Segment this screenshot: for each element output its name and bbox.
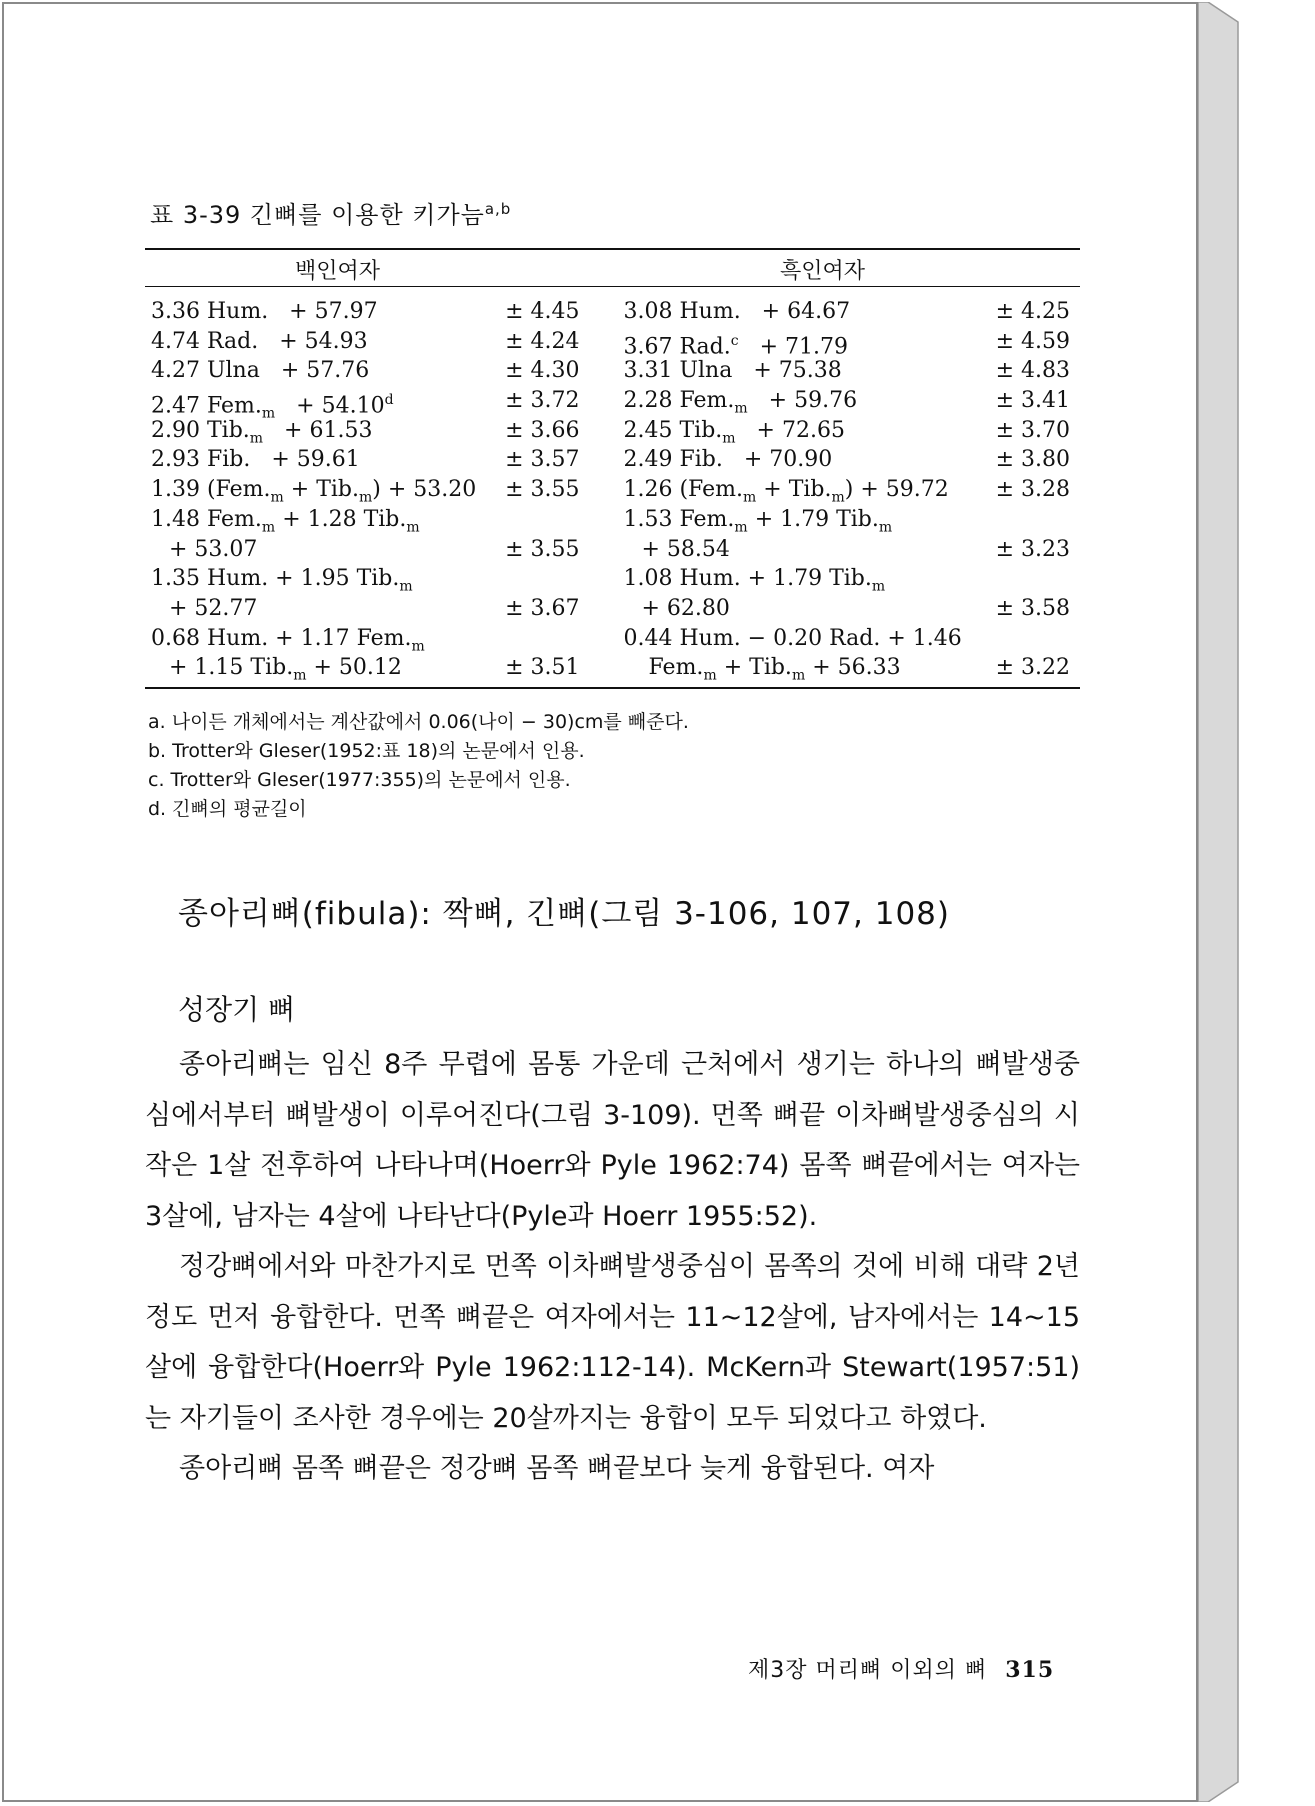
table-cell-se: ± 4.25 — [995, 299, 1070, 324]
table-cell-equation: 2.93 Fib. + 59.61 — [151, 447, 360, 473]
table-cell-equation: 0.44 Hum. − 0.20 Rad. + 1.46 — [623, 625, 962, 651]
table-row — [618, 653, 1081, 683]
table-row — [618, 445, 1081, 475]
table-cell-se: ± 3.41 — [995, 388, 1070, 414]
table-row — [618, 475, 1081, 505]
table-cell-se: ± 4.83 — [995, 358, 1070, 384]
table-row — [618, 386, 1081, 416]
table-footnotes — [148, 708, 1048, 824]
table-cell-se: ± 3.67 — [505, 595, 580, 621]
table-cell-se: ± 3.57 — [505, 447, 580, 473]
table-row — [618, 356, 1081, 386]
table-row — [618, 564, 1081, 594]
table-cell-equation: + 62.80 — [641, 595, 730, 621]
table-row — [145, 594, 608, 624]
table-row — [618, 297, 1081, 327]
footnote-b: b. Trotter와 Gleser(1952:표 18)의 논문에서 인용. — [148, 740, 585, 762]
table-cell-equation: + 1.15 $Tib._m + 50.12$ — [169, 655, 402, 684]
table-group-header — [145, 250, 1080, 286]
sub-heading: 성장기 뼈 — [178, 993, 296, 1026]
table-cell-se: ± 3.23 — [995, 536, 1070, 562]
footnote-a: a. 나이든 개체에서는 계산값에서 0.06(나이 − 30)cm를 빼준다. — [148, 711, 689, 733]
table-cell-se: ± 3.66 — [505, 417, 580, 443]
footnote-c: c. Trotter와 Gleser(1977:355)의 논문에서 인용. — [148, 769, 571, 791]
table-cell-se: ± 3.55 — [505, 477, 580, 503]
table-cell-se: ± 4.30 — [505, 358, 580, 384]
table-cell-equation: 1.35 Hum. + 1.95 $Tib._m$ — [151, 566, 413, 595]
table-cell-equation: 2.90 $Tib._m + 61.53$ — [151, 417, 373, 447]
table-column-black-female — [608, 297, 1081, 683]
table-cell-equation: 1.26 $(Fem._m + Tib._m) + 59.72$ — [623, 477, 949, 506]
table-row — [618, 535, 1081, 565]
table-cell-se: ± 3.51 — [505, 655, 580, 681]
table-row — [145, 505, 608, 535]
table-cell-equation: 3.08 Hum. + 64.67 — [623, 299, 851, 324]
table-cell-equation: 1.48 $Fem._m + 1.28$ $Tib._m$ — [151, 506, 420, 536]
footnote-d: d. 긴뼈의 평균길이 — [148, 798, 307, 820]
table-column-white-female — [145, 297, 608, 683]
table-cell-se: ± 3.80 — [995, 447, 1070, 473]
table-caption — [150, 195, 1078, 230]
table-row — [145, 475, 608, 505]
table-cell-equation: 2.45 $Tib._m + 72.65$ — [623, 417, 845, 447]
table-row — [145, 416, 608, 446]
table-cell-se: ± 3.72 — [505, 388, 580, 414]
table-cell-equation: + 53.07 — [169, 536, 258, 562]
table-cell-se: ± 4.24 — [505, 328, 580, 354]
table-row — [145, 297, 608, 327]
table-cell-equation: + 58.54 — [641, 536, 730, 562]
table-cell-equation: 1.08 Hum. + 1.79 $Tib._m$ — [623, 566, 886, 595]
table-cell-equation: 3.36 Hum. + 57.97 — [151, 299, 378, 324]
table-row — [618, 624, 1081, 654]
table-cell-equation: + 52.77 — [169, 595, 258, 621]
table-row — [618, 416, 1081, 446]
table-cell-equation: 1.53 $Fem._m + 1.79$ $Tib._m$ — [623, 506, 893, 536]
table-cell-equation: 3.31 Ulna + 75.38 — [623, 358, 842, 384]
table-row — [618, 327, 1081, 360]
table-row — [145, 564, 608, 594]
table-caption-block — [150, 195, 1078, 230]
table-cell-equation: 3.67 Rad.$^c$ + 71.79 — [623, 332, 848, 360]
table-cell-se: ± 4.45 — [505, 299, 580, 324]
table-caption-sup: a,b — [484, 200, 512, 218]
table-cell-se: ± 3.22 — [995, 655, 1070, 681]
table-row — [145, 653, 608, 683]
table-row — [145, 356, 608, 386]
paragraph-2: 정강뼈에서와 마찬가지로 먼쪽 이차뼈발생중심이 몸쪽의 것에 비해 대략 2년 정도 먼저 융합한다. 먼쪽 뼈끝은 여자에서는 11~12살에, 남자에서는 14~15살에 융합한다(Hoerr와 Pyle 1962:112-14). McKern과 Stewart(1957:51)는 자기들이 조사한 경우에는 20살까지는 융합이 모두 되었다고 하였다. — [145, 1251, 1080, 1434]
table-cell-se: ± 3.58 — [995, 595, 1070, 621]
stature-table — [145, 248, 1080, 689]
page-edge-stack — [1198, 2, 1248, 1802]
table-cell-se: ± 3.28 — [995, 477, 1070, 503]
table-cell-se: ± 3.70 — [995, 417, 1070, 443]
table-cell-equation: 2.28 $Fem._m + 59.76$ — [623, 388, 858, 417]
table-row — [145, 535, 608, 565]
footer-chapter: 제3장 머리뼈 이외의 뼈 — [748, 1658, 988, 1683]
table-cell-equation: 1.39 $(Fem._m + Tib._m) + 53.20$ — [151, 477, 477, 506]
paragraph-3: 종아리뼈 몸쪽 뼈끝은 정강뼈 몸쪽 뼈끝보다 늦게 융합된다. 여자 — [179, 1453, 935, 1484]
table-row — [145, 386, 608, 422]
table-row — [145, 327, 608, 357]
table-cell-se: ± 3.55 — [505, 536, 580, 562]
table-row — [145, 624, 608, 654]
table-body — [145, 287, 1080, 683]
table-row — [618, 505, 1081, 535]
table-cell-equation: 2.47 $Fem._m + 54.10^d$ — [151, 392, 394, 422]
table-row — [145, 445, 608, 475]
table-row — [618, 594, 1081, 624]
group-black-female: 흑인여자 — [780, 259, 866, 284]
table-cell-equation: 4.27 Ulna + 57.76 — [151, 358, 370, 384]
table-cell-equation: 2.49 Fib. + 70.90 — [623, 447, 833, 473]
table-cell-equation: $Fem._m + Tib._m + 56.33$ — [641, 655, 901, 684]
page-footer — [748, 1653, 1054, 1684]
group-white-female: 백인여자 — [295, 259, 381, 284]
paragraph-1: 종아리뼈는 임신 8주 무렵에 몸통 가운데 근처에서 생기는 하나의 뼈발생중심에서부터 뼈발생이 이루어진다(그림 3-109). 먼쪽 뼈끝 이차뼈발생중심의 시작은 1살 전후하여 나타나며(Hoerr와 Pyle 1962:74) 몸쪽 뼈끝에서는 여자는 3살에, 남자는 4살에 나타난다(Pyle과 Hoerr 1955:52). — [145, 1049, 1080, 1232]
page-number: 315 — [1005, 1657, 1055, 1683]
table-caption-text: 표 3-39 긴뼈를 이용한 키가늠 — [150, 201, 485, 229]
table-cell-equation: 0.68 Hum. + 1.17 $Fem._m$ — [151, 625, 425, 654]
table-cell-equation: 4.74 Rad. + 54.93 — [151, 328, 368, 354]
body-text — [145, 1040, 1080, 1495]
section-heading: 종아리뼈(fibula): 짝뼈, 긴뼈(그림 3-106, 107, 108) — [178, 896, 950, 932]
table-cell-se: ± 4.59 — [995, 328, 1070, 354]
